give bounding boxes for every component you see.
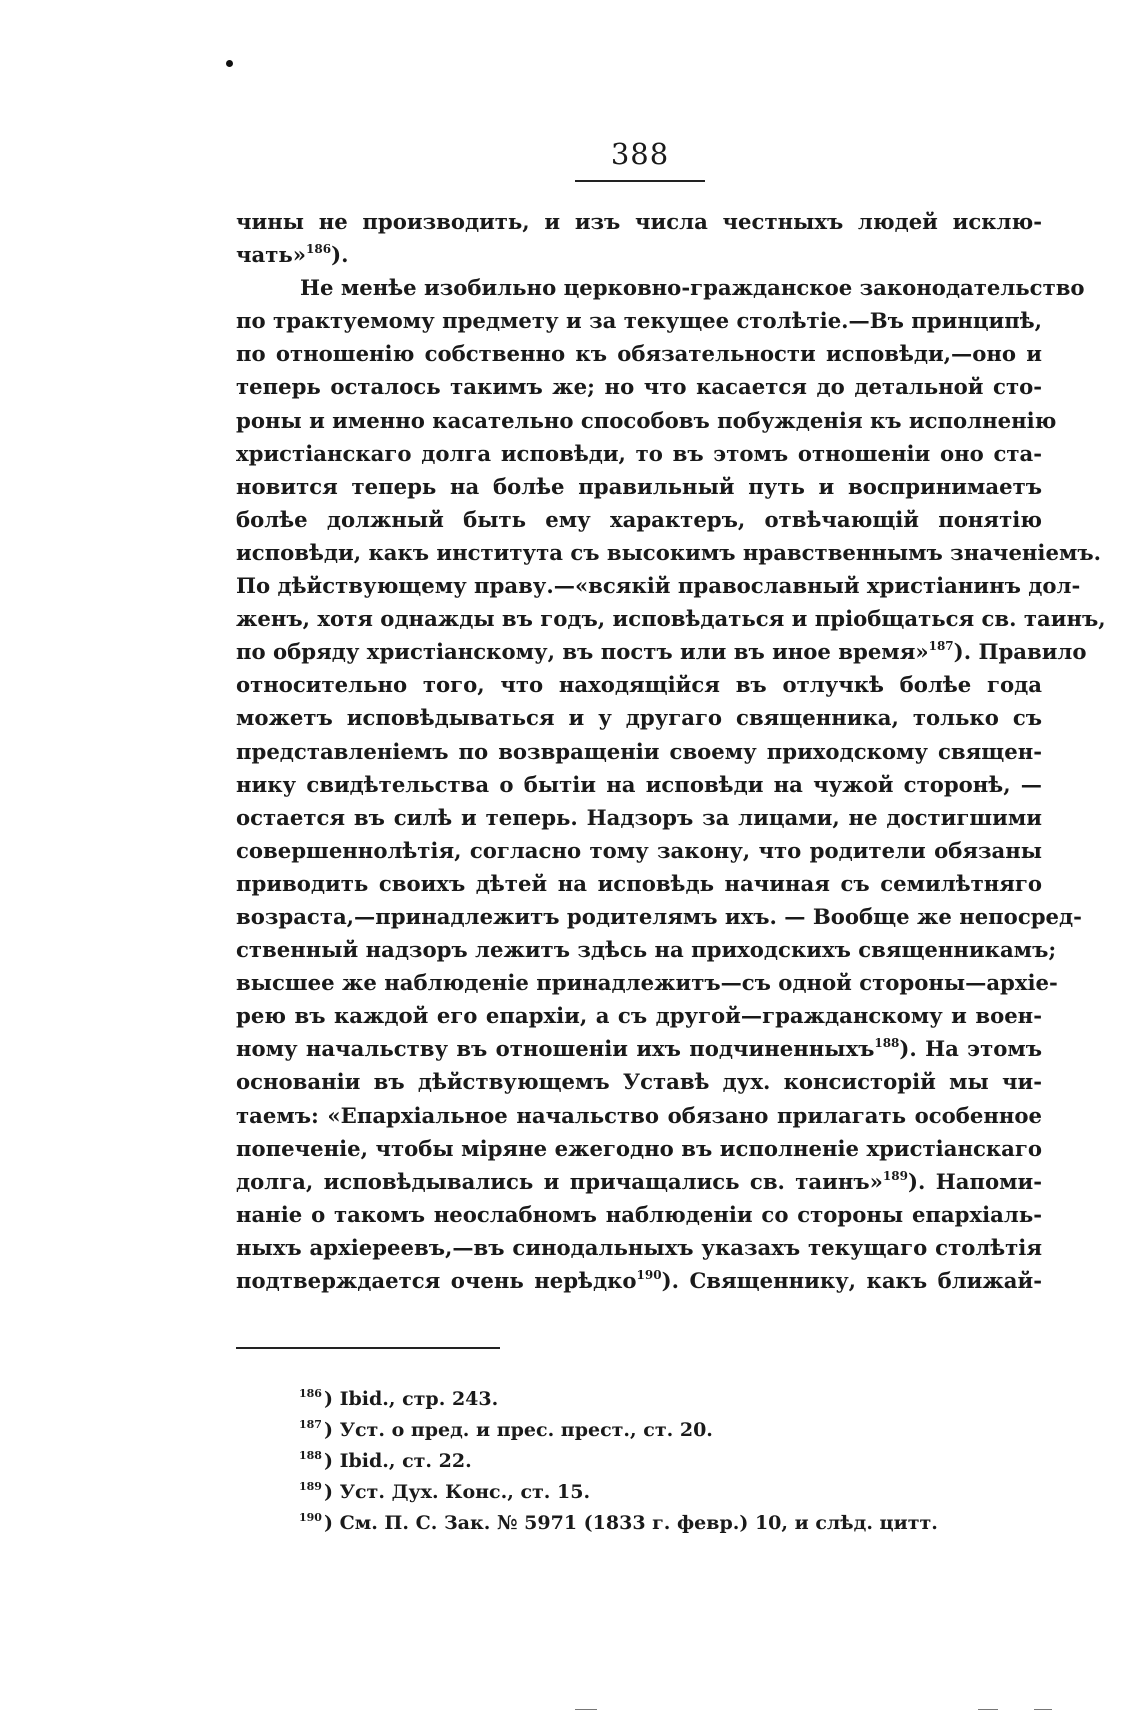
page-number: 388 (610, 137, 670, 171)
text-line (236, 337, 1042, 370)
text-line (236, 437, 1042, 470)
footnote-reference: 189 (882, 1168, 908, 1183)
text-line (236, 668, 1042, 701)
text-line (236, 569, 1081, 602)
text-line (236, 1099, 1042, 1132)
ink-speck (226, 60, 233, 67)
footnote-reference: 188 (874, 1036, 900, 1051)
footnotes (299, 1384, 999, 1539)
text-line (236, 1132, 1042, 1165)
text-line-content: по обряду христіанскому, въ постъ или въ иное время» (236, 639, 929, 665)
footnote-number: 187 (299, 1418, 322, 1431)
text-line-content: По дѣйствующему праву.—«всякій православный христіанинъ дол- (236, 573, 1081, 599)
text-line (236, 966, 1058, 999)
text-line-continuation: ). Священнику, какъ ближай- (661, 1268, 1042, 1293)
text-line (236, 867, 1042, 900)
text-line (236, 834, 1042, 867)
text-line (236, 404, 1057, 437)
text-line-content: исповѣди, какъ института съ высокимъ нравственнымъ значеніемъ. (236, 539, 1101, 565)
text-line (236, 1065, 1042, 1098)
text-line (236, 1165, 1042, 1198)
text-line-continuation: ). (331, 242, 349, 268)
text-line-continuation: ). Правило (953, 639, 1087, 665)
text-line-content: остается въ силѣ и теперь. Надзоръ за лицами, не достигшими (236, 804, 1042, 830)
text-line-content: по отношенію собственно къ обязательности исповѣди,—оно и (236, 341, 1042, 367)
text-line-content: ному начальству въ отношеніи ихъ подчиненныхъ (236, 1036, 875, 1062)
text-line (236, 470, 1042, 503)
footnote-item (299, 1477, 999, 1508)
text-line (236, 1032, 1042, 1065)
bottom-scan-mark (1034, 1709, 1052, 1710)
text-line (236, 801, 1042, 834)
text-line (236, 768, 1042, 801)
text-line-content: рею въ каждой его епархіи, а съ другой—гражданскому и воен- (236, 1003, 1042, 1029)
footnote-reference: 187 (928, 639, 954, 654)
text-line (236, 238, 1042, 271)
text-line-content: нику свидѣтельства о бытіи на исповѣди на чужой сторонѣ, — (236, 771, 1042, 797)
text-line-content: теперь осталось такимъ же; но что касается до детальной сто- (236, 374, 1042, 400)
text-line (236, 602, 1106, 635)
text-line-content: роны и именно касательно способовъ побужденія къ исполненію (236, 407, 1057, 433)
text-line (236, 536, 1101, 569)
footnote-text: ) Ibid., стр. 243. (323, 1388, 499, 1410)
text-line (236, 735, 1042, 768)
footnote-reference: 190 (636, 1268, 662, 1282)
footnote-text: ) Уст. Дух. Конс., ст. 15. (323, 1481, 591, 1503)
bottom-scan-mark (978, 1709, 998, 1710)
text-line-content: чины не производить, и изъ числа честныхъ людей исклю- (236, 209, 1042, 234)
text-line (236, 503, 1042, 536)
text-line (236, 370, 1042, 403)
footnote-reference: 186 (306, 242, 332, 257)
text-line (236, 933, 1057, 966)
text-line-content: можетъ исповѣдываться и у другаго священника, только съ (236, 705, 1042, 731)
text-line-content: по трактуемому предмету и за текущее столѣтіе.—Въ принципѣ, (236, 308, 1042, 334)
text-line-content: совершеннолѣтія, согласно тому закону, что родители обязаны (236, 837, 1042, 863)
text-line (236, 900, 1082, 933)
footnote-item (299, 1508, 999, 1539)
text-line (236, 999, 1042, 1032)
text-line-content: чать» (236, 242, 306, 268)
text-line-content: высшее же наблюденіе принадлежитъ—съ одной стороны—архіе- (236, 970, 1058, 996)
text-line-content: долга, исповѣдывались и причащались св. таинъ» (236, 1168, 883, 1194)
text-line-content: женъ, хотя однажды въ годъ, исповѣдаться и пріобщаться св. таинъ, (236, 606, 1106, 632)
footnote-separator (236, 1347, 500, 1349)
footnote-text: ) См. П. С. Зак. № 5971 (1833 г. февр.) 10, и слѣд. цитт. (323, 1512, 938, 1534)
footnote-number: 188 (299, 1449, 322, 1462)
text-line-content: представленіемъ по возвращеніи своему приходскому священ- (236, 738, 1042, 764)
text-line-content: ныхъ архіереевъ,—въ синодальныхъ указахъ текущаго столѣтія (236, 1234, 1042, 1260)
text-line-content: относительно того, что находящійся въ отлучкѣ болѣе года (236, 672, 1042, 698)
text-line (236, 271, 1085, 304)
text-line-content: приводить своихъ дѣтей на исповѣдь начиная съ семилѣтняго (236, 870, 1042, 896)
text-line (236, 1198, 1042, 1231)
footnote-item (299, 1446, 999, 1477)
text-line (236, 635, 1087, 668)
text-line (236, 304, 1042, 337)
footnote-number: 186 (299, 1387, 322, 1400)
page-number-rule (575, 180, 705, 182)
footnote-number: 190 (299, 1511, 322, 1524)
text-line-continuation: ). На этомъ (899, 1036, 1042, 1062)
text-line-content: таемъ: «Епархіальное начальство обязано прилагать особенное (236, 1102, 1042, 1128)
text-line (236, 1264, 1042, 1297)
text-line-content: христіанскаго долга исповѣди, то въ этомъ отношеніи оно ста- (236, 440, 1042, 466)
footnote-text: ) Ibid., ст. 22. (323, 1450, 472, 1472)
text-line-continuation: ). Напоми- (907, 1168, 1043, 1194)
text-line-content: возраста,—принадлежитъ родителямъ ихъ. — Вообще же непосред- (236, 903, 1082, 929)
text-line-content: Не менѣе изобильно церковно-гражданское законодательство (300, 275, 1085, 301)
text-line (236, 205, 1042, 238)
footnote-number: 189 (299, 1480, 322, 1493)
text-line-content: основаніи въ дѣйствующемъ Уставѣ дух. консисторій мы чи- (236, 1069, 1042, 1095)
footnote-text: ) Уст. о пред. и прес. прест., ст. 20. (323, 1419, 713, 1441)
text-line-content: ственный надзоръ лежитъ здѣсь на приходскихъ священникамъ; (236, 937, 1057, 963)
bottom-scan-mark (575, 1709, 597, 1710)
text-line-content: наніе о такомъ неослабномъ наблюденіи со стороны епархіаль- (236, 1201, 1042, 1227)
text-line-content: новится теперь на болѣе правильный путь и воспринимаетъ (236, 473, 1042, 499)
footnote-item (299, 1415, 999, 1446)
footnote-item (299, 1384, 999, 1415)
text-line (236, 1231, 1042, 1264)
main-text (236, 205, 1106, 1297)
text-line-content: болѣе должный быть ему характеръ, отвѣчающій понятію (236, 506, 1042, 532)
text-line (236, 701, 1042, 734)
text-line-content: подтверждается очень нерѣдко (236, 1268, 637, 1293)
text-line-content: попеченіе, чтобы міряне ежегодно въ исполненіе христіанскаго (236, 1135, 1042, 1161)
